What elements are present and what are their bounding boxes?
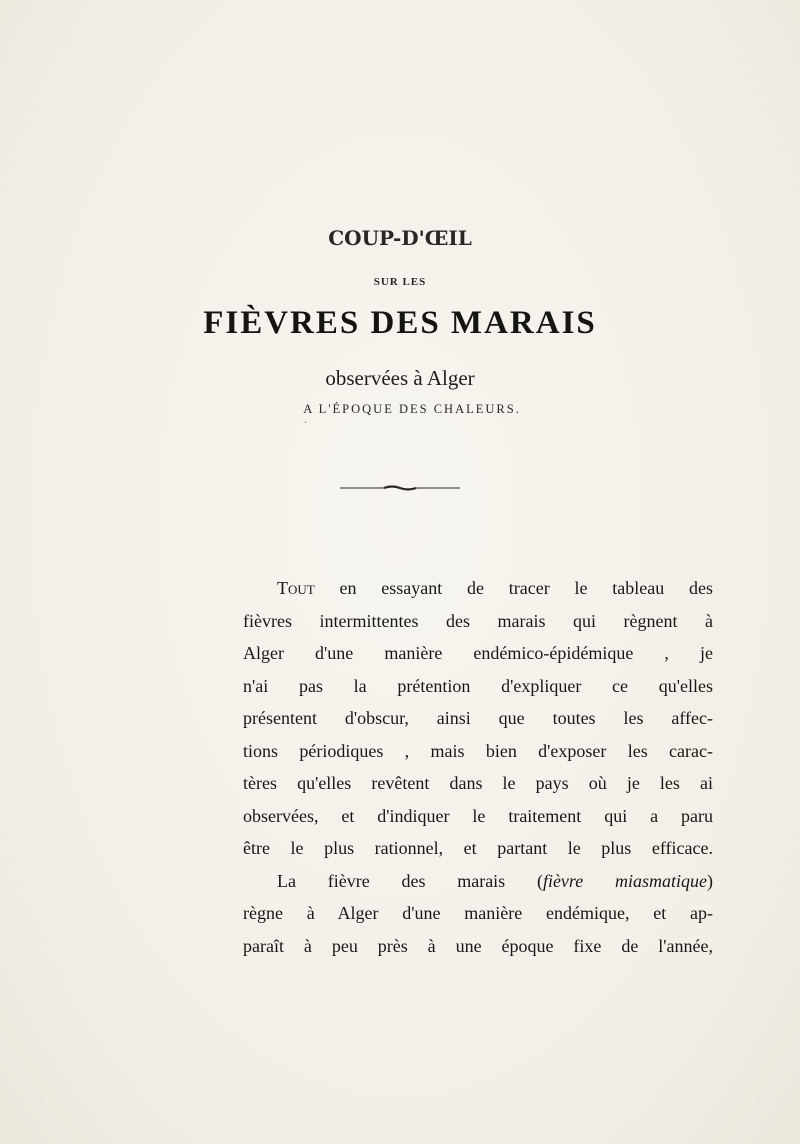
epoch-line: A L'ÉPOQUE DES CHALEURS. [303,402,521,416]
stray-mark: · [304,418,308,429]
page-title: FIÈVRES DES MARAIS [203,305,597,341]
line-text: en essayant de tracer le tableau des [314,578,713,598]
body-line: présentent d'obscur, ainsi que toutes les affec- [243,708,713,728]
body-text [243,572,713,962]
sur-les-label: SUR LES [373,276,427,288]
body-line: règne à Alger d'une manière endémique, et ap- [243,903,713,923]
body-line: tères qu'elles revêtent dans le pays où je les ai [243,773,713,793]
gothic-heading: COUP-D'ŒIL [328,226,472,250]
line-text: ) [707,870,713,891]
body-line: observées, et d'indiquer le traitement qui a paru [243,805,713,826]
body-line [243,865,713,898]
body-line: être le plus rationnel, et partant le plus efficace. [243,838,713,858]
drop-word: Tout [277,578,315,598]
subtitle: observées à Alger [325,366,475,390]
body-line: n'ai pas la prétention d'expliquer ce qu'elles [243,675,713,696]
body-line: fièvres intermittentes des marais qui règnent à [243,610,713,631]
italic-term: fièvre miasmatique [542,870,707,891]
line-text: La fièvre des marais ( [277,870,543,891]
ornament-divider [340,485,460,491]
body-line: tions périodiques , mais bien d'exposer les carac- [243,740,713,761]
body-line: paraît à peu près à une époque fixe de l'année, [243,935,713,956]
body-line: Alger d'une manière endémico-épidémique , je [243,643,713,663]
body-line [243,572,713,605]
